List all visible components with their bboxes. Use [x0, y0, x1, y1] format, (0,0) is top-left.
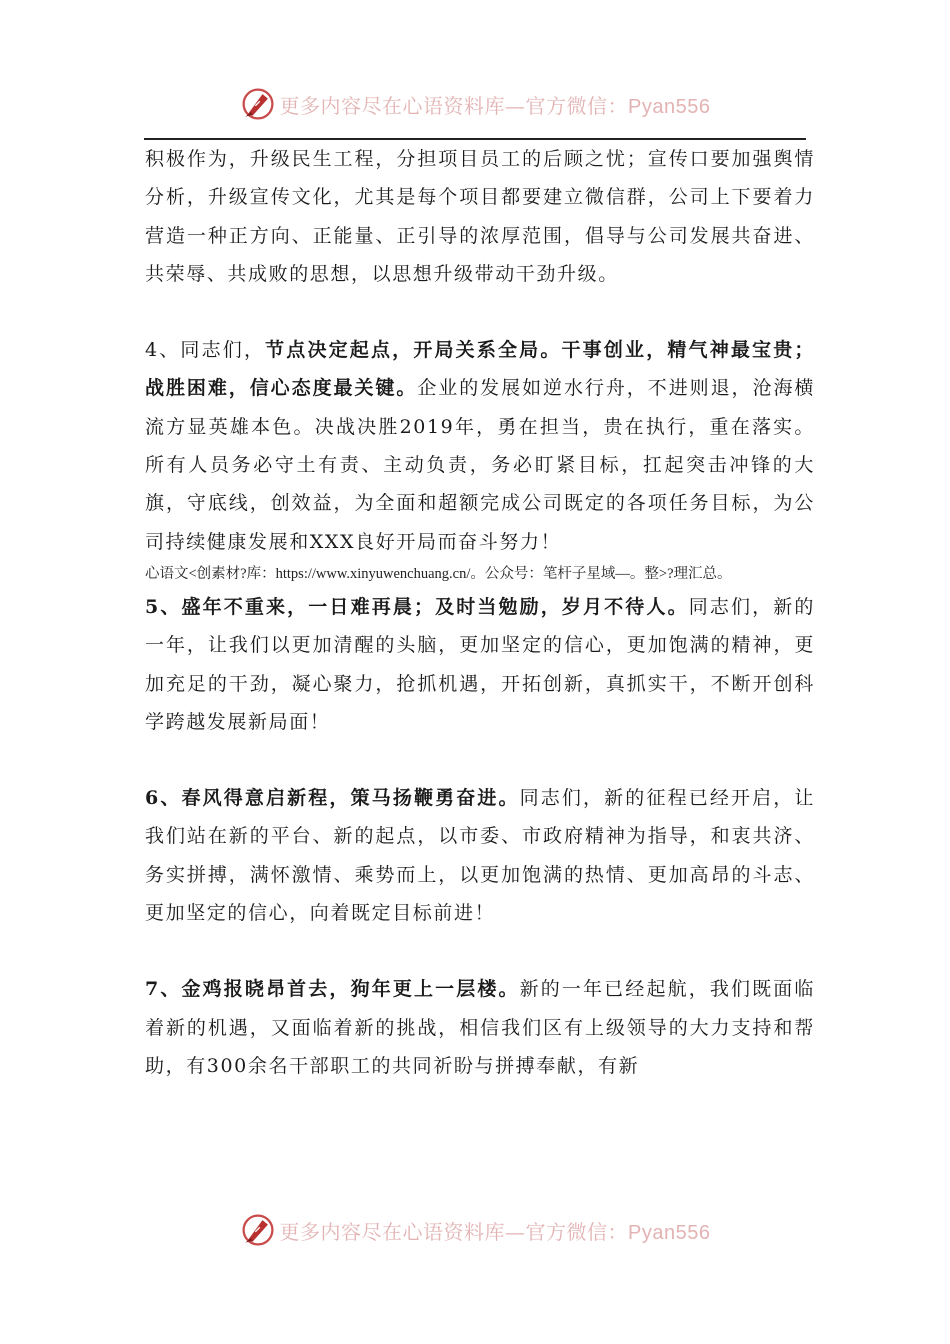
paragraph-4-body: 企业的发展如逆水行舟，不进则退，沧海横流方显英雄本色。决战决胜2019年，勇在担当，贵在执行，重在落实。所有人员务必守土有责、主动负责，务必盯紧目标，扛起突击冲锋的大旗，守底线，创效益，为全面和超额完成公司既定的各项任务目标，为公司持续健康发展和XXX良好开局而奋斗努力！: [145, 377, 815, 553]
paragraph-5-body: 同志们，新的一年，让我们以更加清醒的头脑，更加坚定的信心，更加饱满的精神，更加充足的干劲，凝心聚力，抢抓机遇，开拓创新，真抓实干，不断开创科学跨越发展新局面！: [145, 595, 815, 733]
paragraph-4-emphasis: 节点决定起点，开局关系全局。干事创业，精气神最宝贵；战胜困难，信心态度最关键。: [145, 339, 815, 400]
paragraph-6: [145, 779, 815, 932]
banner-text: 更多内容尽在心语资料库—官方微信：Pyan556: [279, 93, 711, 118]
paragraph-5-emphasis: 5、盛年不重来，一日难再晨；及时当勉励，岁月不待人。: [145, 595, 689, 618]
paragraph-6-body: 同志们，新的征程已经开启，让我们站在新的平台、新的起点，以市委、市政府精神为指导，和衷共济、务实拼搏，满怀激情、乘势而上，以更加饱满的热情、更加高昂的斗志、更加坚定的信心，向着既定目标前进！: [145, 787, 815, 925]
paragraph-7-body: 新的一年已经起航，我们既面临着新的机遇，又面临着新的挑战，相信我们区有上级领导的大力支持和帮助，有300余名干部职工的共同祈盼与拼搏奉献，有新: [145, 978, 815, 1077]
header-banner: [0, 84, 950, 124]
paragraph-7: [145, 970, 815, 1085]
paragraph-7-emphasis: 7、金鸡报晓昂首去，狗年更上一层楼。: [145, 978, 520, 1001]
banner-wechat-id: Pyan556: [628, 95, 711, 118]
source-note: 心语文<创素材?库：https://www.xinyuwenchuang.cn/。公众号：笔杆子星域—。整>?理汇总。: [145, 565, 732, 582]
banner-text: 更多内容尽在心语资料库—官方微信：Pyan556: [279, 1219, 711, 1244]
banner-wechat-id: Pyan556: [628, 1221, 711, 1244]
pen-nib-icon: [240, 1212, 276, 1248]
paragraph-4-prefix: 4、同志们，: [145, 339, 266, 362]
paragraph-4: [145, 331, 815, 561]
footer-banner: [0, 1210, 950, 1250]
paragraph-continued: 积极作为，升级民生工程，分担项目员工的后顾之忧；宣传口要加强舆情分析，升级宣传文化，尤其是每个项目都要建立微信群，公司上下要着力营造一种正方向、正能量、正引导的浓厚范围，倡导与公司发展共奋进、共荣辱、共成败的思想，以思想升级带动干劲升级。: [145, 148, 815, 285]
pen-nib-icon: [240, 86, 276, 122]
paragraph-6-emphasis: 6、春风得意启新程，策马扬鞭勇奋进。: [145, 787, 520, 810]
document-body: [145, 140, 815, 1085]
paragraph-5: [145, 588, 815, 741]
